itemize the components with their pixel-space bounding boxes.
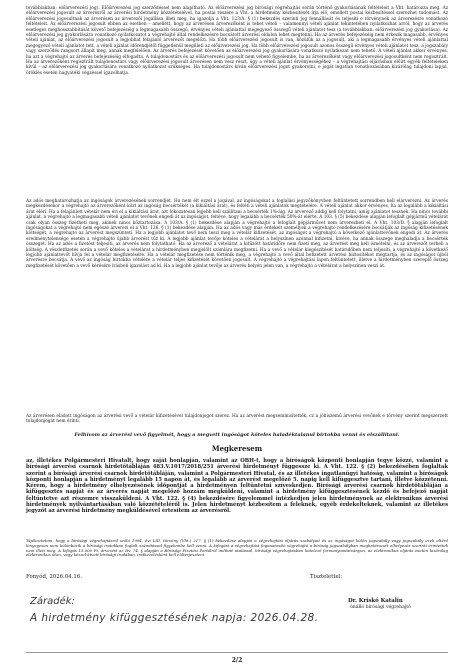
signer-name: Dr. Kriskó Katalin <box>348 598 403 604</box>
closing-greeting: Tisztelettel: <box>310 574 343 580</box>
paragraph-auction-procedure: Az adós meghatározhatja az ingóságok árverezésének sorrendjét. Ha nem élt ezzel a jogával, az ingóságokat a foglalási jegyzőkönyvben feltüntetett sorrendben kell elárverezni. Az árverés megkezdésekor a végrehajtó az árverezőként közt az ingóság becsértékét (a kikiáltási árat), és feltéti a vételi ajánlatok megtételére. A vételi ajánlat akkor érvényes, ha az legalább a kikiáltási árat eléri. Ha a felajánlott vételár nem éri el a kikiáltási árat, azt fokozatosan lejjebb kell szállítani a becsérték 1%-áig. Az árverező addig kell folytatni, amíg ajánlatot tesznek. Ha nincs további ajánlat, a végrehajtó a legmagasabb vételi ajánlatot tevőnek engedi át az ingóságot, feltéve, hogy legalább a becsérték 50%-át elérte. A 103. § (5) bekezdése alapján lefoglalt gépjármű vételárát csak olyan összeg fizetheti meg, akinek nincs köztartozása. A 103/A. § (1) bekezdése alapján a végrehajtó a lefoglalt gépjárművet nem árverezheti el. A Vht. 103/D. § alapján lefoglalt ingóságokat a végrehajtó nem egészé árverezi el a Vht. 126. § (1) bekezdése alapján. Ha az adós vagy más érdekelt személyek a végrehajtó rendelkezésére bocsátják az ingóság kifizetésének költségét, a végrehajtó az árverést megszünteti. Ha a legjobb ajánlatot tevő nem teszi meg a vételár kifizetését, az ingóságot a végrehajtó a következő ajánlattevőnek engedi át. Az árverés eredménytelensége esetén a végrehajtó újabb árverést tűz ki. A legjobb ajánlat tevője köteles a vételárat a helyszínen azonnal kifizetni, kivéve, ha annak összege meghaladja a becsérték összegét. Ha az adós a fizetést teljesíti, az árverés nem folytatható. Ha az árverező a vételárat a kitűzött határidőre nem fizeti meg, az árverést meg kell ismételni, és az árverezőt terheli a költség. A részletfizetés során a vevő köteles a vételárat a hirdetményben megjelölt számlára megfizetni. Ha a vevő a vételár kiegészítését határidőben nem teljesíti, a végrehajtó a következő legjobb ajánlattevőt hívja fel a vételár megfizetésére. Ha a vételár megfizetése nem történik meg, a végrehajtó a vevő által befizetett árverési biztosítékot megtartja, és az ingóságot újból árverésre bocsátja. A vevő az ingóság birtokba vételére a vételár teljes kifizetését követően jogosult. A végrehajtó a végrehajtási lapon feltüntetett, illetve a hirdetményben szereplő összeg megfizetését követően a vevő kérésére írásbeli igazolást ad ki. Ha a legjobb ajánlat tevője az árverés helyén jelen van, a végrehajtó a vételárat a helyszínen veszi át. <box>26 199 448 269</box>
buyer-warning: Felhívom az árverési vevő figyelmét, hogy a megvett ingóságot köteles haladéktalanul birtokba venni és elszállítani. <box>74 432 400 438</box>
handwritten-posting-date: A hirdetmény kifüggesztésének napja: 2026.04.28. <box>30 612 319 624</box>
page-number: 2/2 <box>231 657 243 664</box>
legal-footnote: Tájékoztatom, hogy a bírósági végrehajtásról szóló 1994. évi LIII. törvény (Vht.) 217. § (1) bekezdése alapján a végrehajtási eljárás szabályait és az ingóságot külön jogszabály vagy jogszabály ezek eltérő lényegesen nem különbözik a bírósági iratokban foglalt számítással figyelembe kell venni. A kifogást a végrehajtást foganatosító végrehajtó a bíróság jogszabályban meghatározott elhelyezés szerinti érintettek nem illeti meg. A kifogás 15.000 Ft, árverést az Itv. 74. § alapján a Bírósági Fizetési Portálról indított utalással, bírósági végrehajtásban kötelező formanyomtatványon, az elektronikus eljárás esetén kizárólag elektronikus úton, vagy kézzel-átvett bírósági irodában, iratkezelésként kell előterjeszteni. <box>26 538 448 558</box>
footer-divider <box>26 652 448 653</box>
handwritten-clause-label: Záradék: <box>30 596 75 607</box>
paragraph-pre-emption-rights: továbbiakban: előárverezési jog). Előárverezési jog szerződéssel nem alapítható. Az előárverezési jog bírósági végrehajtás során történő gyakorlásának feltételeit a Vht. határozza meg. Az előárverezési jogosult az árverésről az árverési hirdetmény közzétételével, ha postai részére a Vht. a hirdetmény kézbesítését írja elő, emellett postai kézbesítéssel szerezhet tudomást. Az előárverezési jogosultnak az árverésen az árverezői jogállása illeti meg, ha igazolja a Vht. 123/A. § (1) bekezdés szerinti jog fennállását és teljesíti e törvénynek az árverezésre vonatkozó feltételeit. Az előárverezési jogosult ebben az esetben – amellett, hogy az árverésen árverezőként is tehet vételi – valamennyi vételi ajánlat tekintetében nyilatkozhat arról, hogy az árverés esetleges meghosszabbítását követő befejezéséig a legmagasabb összegű, érvényes vételi ajánlattal megegyező összegű vételi ajánlatot tesz (a továbbiakban: előárverezési jog gyakorlása). Az előárverezési jog gyakorlására vonatkozó nyilatkozatot a végrehajtó által rendelkezésre bocsátott árverési oldalon lehet megtenni. Ha az árverés befejezéséig nem érkezik magasabb, érvényes vételi ajánlat, az előárverezési jogosult a legjobbat felajánló árverezőt megelőzi. Ha több előárverezési jogosult is van, közülük az a jogosult, aki a legmagasabb érvényes vételi ajánlattal megegyező vételi ajánlatot tett, a vételi ajánlat időrendjétől függetlenül megilleti az előárverezési jog. Ha több előárverezési jogosult azonos összegű érvényes vételi ajánlatot tesz, a jogszabály vagy szerződés rangsort állapít meg, annak megfelelően. Az árverés befejezését követően az előárverezési jog gyakorlására vonatkozó nyilatkozat nem tehető. A vételi ajánlat akkor érvényes, ha azt a végrehajtó az árverés befejezéséig elfogadta. A tulajdonostárs és az előárverezési jogosult nem vehető figyelembe, ha az árverezőként vagy előárverezési jogosultként nem regisztrált. Ha az árverezőként regisztrált tulajdonostárs vagy előárverezési jogosult árverésen nem vesz részt, úgy a vételi ajánlat érvényességéhez – a végrehajtási eljárásban előírt egyéb feltételeken kívül – az előárverezési jog gyakorlására vonatkozó nyilatkozat szükséges. Ha tulajdonostárs kíván előárverezési jogot gyakorolni, e jogát ingatlan vonatkozásában kizárólag tulajdoni lapjal, öröklés esetén hagyatéki végzéssel igazolhatja. <box>26 6 448 76</box>
signer-title: önálló bírósági végrehajtó <box>350 605 411 610</box>
place-and-date: Fonyód, 2026.04.16. <box>26 574 82 580</box>
request-paragraph: az, illetékes Polgármesteri Hivatalt, hogy saját honlapján, valamint az OBH-t, hogy a bíróságok központi honlapján tegye közzé, valamint a bírósági árverési csarnok hirdetőtábláján 483.V.1017/2018/251 árverési hirdetményt függessze ki. A Vht. 122. § (2) bekezdésében foglaltak szerint a bírósági árverési csarnok hirdetőtábláján, valamint a Polgármesteri Hivatal, és az illetékes ingatlanügyi hatóság, valamint a bíróságok központi honlapján a hirdetményt legalább 15 napon át, és legalább az árverést megelőző 5. napig kell kifüggesztve tartani, illetve közzétenni. Kérem, hogy a hirdetmény elhelyezésének időpontját a hirdetményen feltüntetni szíveskedjen. Bírósági árverési csarnok hirdetőtábláján a kifüggesztés napját és az árverés napját megelőző hozzám megküldeni, valamint a hirdetmény kifüggesztésének kezdő és befejező napját feltüntetve azt részemre visszaküldeni. A Vht. 122. § (4) bekezdésére figyelemmel intézkedjen jelen hirdetménynek az elektronikus árverési hirdetmények nyilvántartásában való közzétételéről is. Jelen hirdetményt kézbesítem a feleknek, egyéb érdekelteknek, valamint az illetékes jegyzőt az árverési hirdetmény megküldésével értesítem az árverésről. <box>26 458 448 515</box>
section-heading: Megkeresem <box>211 444 263 453</box>
paragraph-ownership: Az árverésen eladott ingóságon az árverési vevő a vételár kifizetésével tulajdonjogot szerez. Ha az árverést megsemmisítették, cz a jóhiszemű árverési vevőnek e törvény szerint megszerzett tulajdonjogát nem érinti. <box>26 414 448 425</box>
